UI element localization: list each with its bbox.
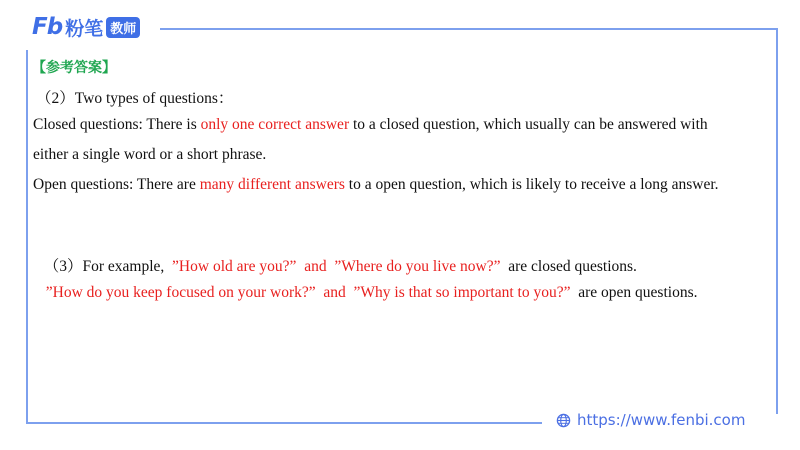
open-pre: Open questions: There are <box>33 176 200 193</box>
logo-mark: Fb <box>32 14 63 40</box>
globe-icon <box>556 413 571 428</box>
open-post: to a open question, which is likely to receive a long answer. <box>344 176 719 193</box>
example-lead: （3）For example, <box>43 258 173 275</box>
fenbi-logo <box>32 14 140 40</box>
closed-highlight: only one correct answer <box>200 116 350 133</box>
frame-left-border <box>26 50 28 422</box>
footer-url-text: https://www.fenbi.com <box>577 411 746 429</box>
closed-pre: Closed questions: There is <box>33 116 201 133</box>
section2-heading: （2）Two types of questions： <box>36 90 234 107</box>
example-line-2 <box>38 266 697 302</box>
open-questions-line <box>33 176 719 194</box>
closed-post: to a closed question, which usually can be answered with <box>349 116 708 133</box>
frame-bottom-border <box>26 422 542 424</box>
frame-right-border <box>776 28 778 414</box>
closed-questions-line <box>33 116 708 134</box>
example-q2: ”Where do you live now?” <box>334 258 501 275</box>
example-and-2: and <box>315 284 354 301</box>
example-tail-1: are closed questions. <box>500 258 637 275</box>
closed-questions-cont: either a single word or a short phrase. <box>33 146 267 163</box>
example-and-1: and <box>296 258 335 275</box>
example-q1: ”How old are you?” <box>172 258 297 275</box>
frame-top-border <box>160 28 778 30</box>
logo-brand: 粉笔 <box>65 17 104 40</box>
logo-badge: 教师 <box>106 17 140 38</box>
footer-url-link[interactable] <box>556 411 745 429</box>
example-q3: ”How do you keep focused on your work?” <box>45 284 316 301</box>
open-highlight: many different answers <box>199 176 345 193</box>
example-tail-2: are open questions. <box>570 284 698 301</box>
answer-header: 【参考答案】 <box>32 60 116 76</box>
example-q4: ”Why is that so important to you?” <box>353 284 571 301</box>
